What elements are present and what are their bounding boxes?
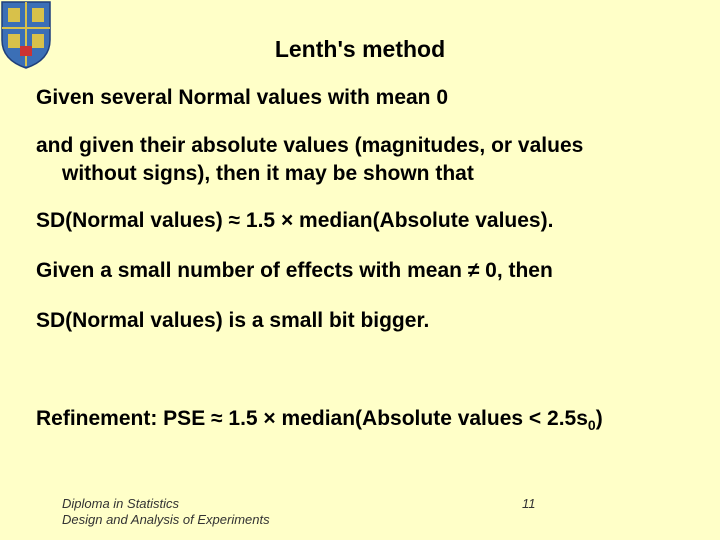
page-number: 11 [522, 496, 536, 511]
slide-title: Lenth's method [274, 36, 446, 62]
text-line-1: Given several Normal values with mean 0 [36, 86, 449, 109]
text-line-2: and given their absolute values (magnitudes, or values [36, 134, 584, 157]
refinement-text: Refinement: PSE ≈ 1.5 × median(Absolute values < 2.5s [36, 407, 588, 430]
refinement-close: ) [595, 407, 603, 430]
refinement-line [36, 406, 603, 438]
refinement-subscript: 0 [587, 417, 596, 434]
text-line-6: SD(Normal values) is a small bit bigger. [36, 309, 430, 332]
text-line-3: without signs), then it may be shown that [62, 162, 474, 185]
footer-course [62, 496, 270, 528]
text-line-5: Given a small number of effects with mean ≠ 0, then [36, 259, 553, 282]
text-line-4: SD(Normal values) ≈ 1.5 × median(Absolute values). [36, 209, 554, 232]
footer-course-subtitle: Design and Analysis of Experiments [62, 512, 270, 527]
footer-course-name: Diploma in Statistics [62, 496, 180, 511]
